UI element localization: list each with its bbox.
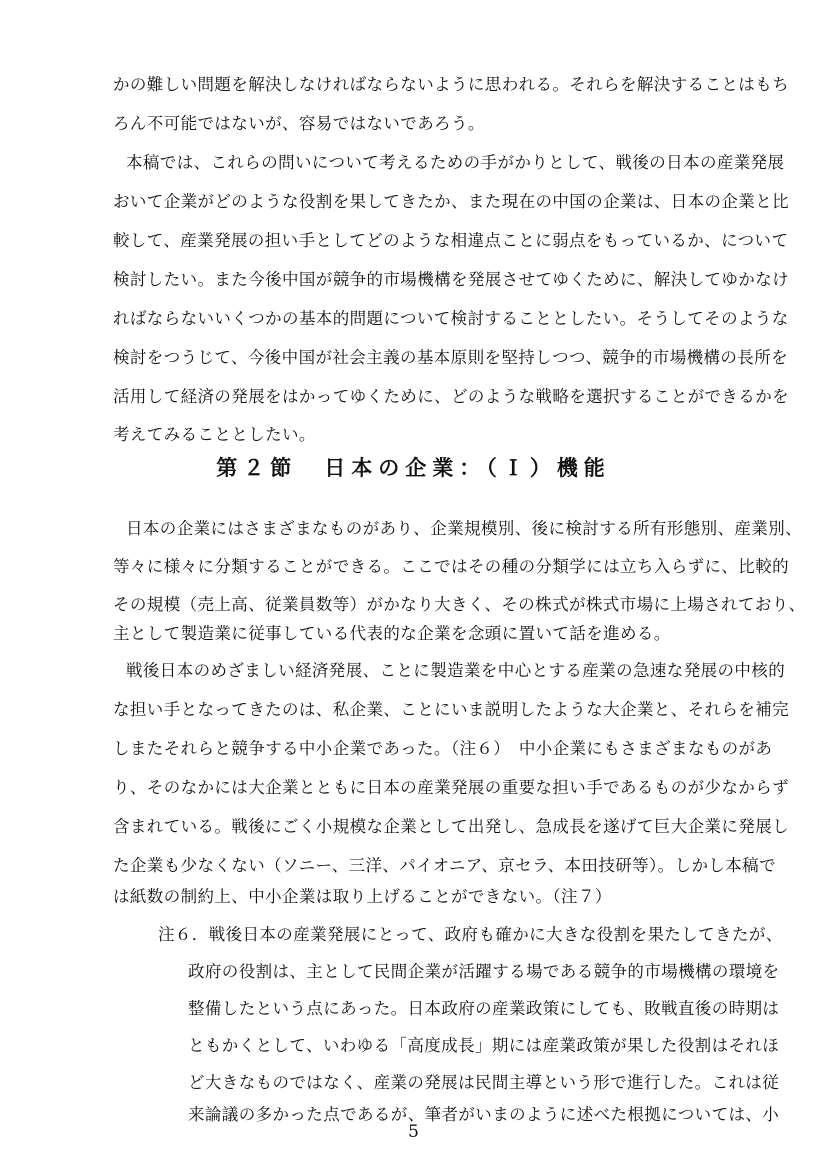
body-line: た企業も少なくない（ソニー、三洋、パイオニア、京セラ、本田技研等）。しかし本稿で — [113, 856, 776, 875]
footnote-line: ともかくとして、いわゆる「高度成長」期には産業政策が果した役割はそれほ — [188, 1036, 780, 1055]
body-line: 含まれている。戦後にごく小規模な企業として出発し、急成長を遂げて巨大企業に発展し — [113, 817, 789, 836]
footnote-line: 整備したという点にあった。日本政府の産業政策にしても、敗戦直後の時期は — [188, 999, 780, 1018]
body-line: 等々に様々に分類することができる。ここではその種の分類学には立ち入らずに、比較的 — [113, 557, 789, 576]
footnote-line: 政府の役割は、主として民間企業が活躍する場である競争的市場機構の環境を — [188, 962, 780, 981]
intro-line: 検討をつうじて、今後中国が社会主義の基本原則を堅持しつつ、競争的市場機構の長所を — [113, 348, 789, 367]
intro-line: 較して、産業発展の担い手としてどのような相違点ことに弱点をもっているか、について — [113, 231, 789, 250]
intro-line: ろん不可能ではないが、容易ではないであろう。 — [113, 114, 485, 133]
footnote-line: ど大きなものではなく、産業の発展は民間主導という形で進行した。これは従 — [188, 1073, 780, 1092]
intro-line: 活用して経済の発展をはかってゆくために、どのような戦略を選択することができるかを — [113, 387, 789, 406]
body-line: り、そのなかには大企業とともに日本の産業発展の重要な担い手であるものが少なからず — [113, 778, 789, 797]
body-line: 日本の企業にはさまざまなものがあり、企業規模別、後に検討する所有形態別、産業別、 — [126, 519, 802, 538]
intro-line: 本稿では、これらの問いについて考えるための手がかりとして、戦後の日本の産業発展 — [126, 153, 785, 172]
intro-line: かの難しい問題を解決しなければならないように思われる。それらを解決することはもち — [113, 75, 789, 94]
body-line: 戦後日本のめざましい経済発展、ことに製造業を中心とする産業の急速な発展の中核的 — [126, 661, 786, 680]
intro-line: ればならないいくつかの基本的問題について検討することとしたい。そうしてそのような — [113, 309, 789, 328]
section-heading: 第２節 日本の企業：（Ｉ）機能 — [216, 455, 611, 480]
body-line: しまたそれらと競争する中小企業であった。（注６） 中小企業にもさまざまなものがあ — [113, 739, 773, 758]
intro-line: 考えてみることとしたい。 — [113, 425, 316, 444]
body-line: な担い手となってきたのは、私企業、ことにいま説明したような大企業と、それらを補完 — [113, 700, 789, 719]
body-line: は紙数の制約上、中小企業は取り上げることができない。（注７） — [113, 887, 612, 906]
footnote-line: 注６．戦後日本の産業発展にとって、政府も確かに大きな役割を果たしてきたが、 — [158, 925, 783, 944]
footnote-line: 来論議の多かった点であるが、筆者がいまのように述べた根拠については、小 — [188, 1105, 780, 1124]
intro-line: おいて企業がどのような役割を果してきたか、また現在の中国の企業は、日本の企業と比 — [113, 192, 789, 211]
body-line: その規模（売上高、従業員数等）がかなり大きく、その株式が株式市場に上場されており、 — [113, 595, 806, 614]
intro-line: 検討したい。また今後中国が競争的市場機構を発展させてゆくために、解決してゆかなけ — [113, 270, 789, 289]
body-line: 主として製造業に従事している代表的な企業を念頭に置いて話を進める。 — [113, 624, 671, 643]
page-number: 5 — [408, 1122, 419, 1142]
